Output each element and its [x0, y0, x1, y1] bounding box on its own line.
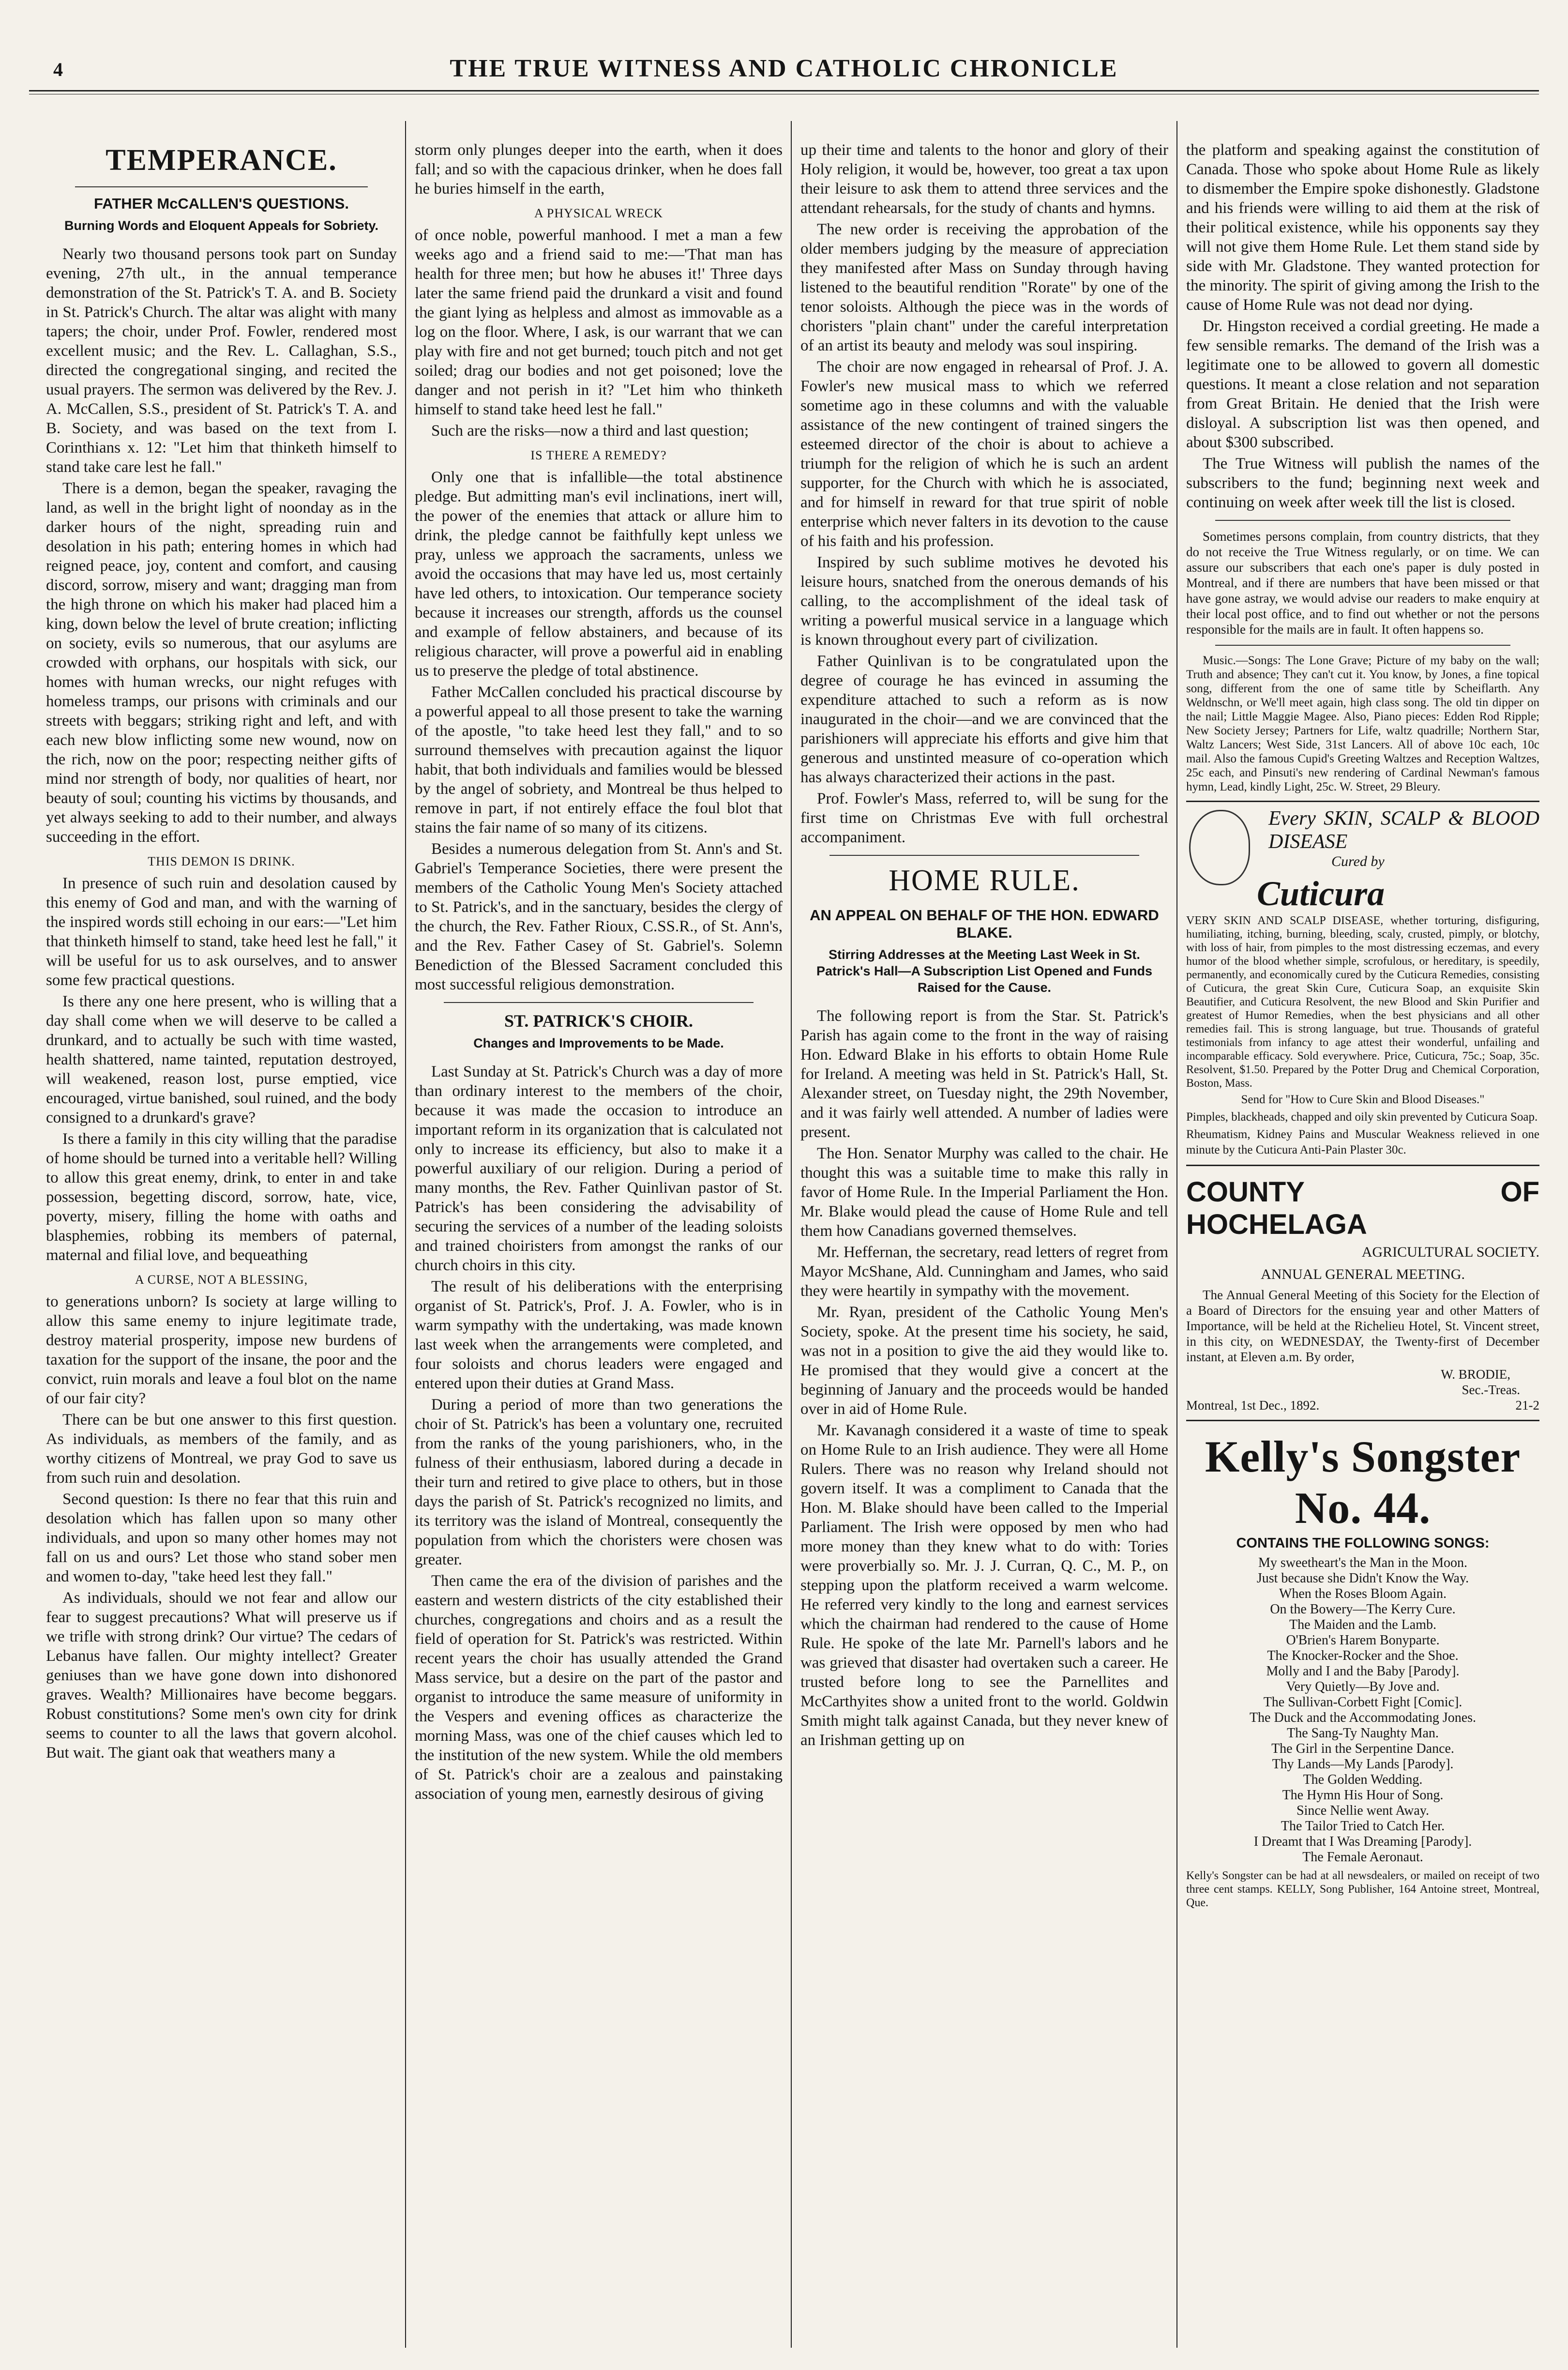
article-paragraph: The Hon. Senator Murphy was called to the chair. He thought this was a suitable time to make this rally in favor of Home Rule. In the Imperial Parliament the Hon. Mr. Blake would plead the cause of Home Rule and tell them how Canadians governed themselves.: [800, 1145, 1168, 1240]
song-title: I Dreamt that I Was Dreaming [Parody].: [1253, 1834, 1472, 1849]
article-paragraph: the platform and speaking against the constitution of Canada. Those who spoke about Home Rule as likely to dismember the Empire spoke dishonestly. Gladstone and his friends were willing to aid them at the risk of their political existence, while his opponents say they will not give them Home Rule. Let them stand side by side with Mr. Gladstone. They wanted protection for the minority. The spirit of giving among the Irish to the cause of Home Rule was not dead nor dying.: [1186, 141, 1539, 314]
song-list: [1186, 1555, 1539, 1865]
article-paragraph: Dr. Hingston received a cordial greeting. He made a few sensible remarks. The demand of the Irish was a legitimate one to be allowed to govern all domestic questions. It meant a close relation and not separation from Great Britain. He denied that the Irish were disloyal. A subscription list was then opened, and about $300 subscribed.: [1186, 318, 1539, 451]
article-paragraph: The new order is receiving the approbation of the older members judging by the measure of appreciation they manifested after Mass on Sunday through having listened to the beautiful rendition "Rorate" by one of the tenor soloists. Although the piece was in the words of choristers "plain chant" under the careful interpretation of an artist its beauty and melody was soul inspiring.: [800, 221, 1168, 354]
song-title: The Duck and the Accommodating Jones.: [1249, 1710, 1477, 1725]
hochelaga-society: AGRICULTURAL SOCIETY.: [1361, 1244, 1539, 1260]
choir-heading: ST. PATRICK'S CHOIR.: [504, 1011, 694, 1031]
divider: [1215, 520, 1510, 521]
song-title: The Golden Wedding.: [1303, 1772, 1423, 1787]
temperance-subheading: FATHER McCALLEN'S QUESTIONS.: [94, 195, 349, 212]
section-heading: A PHYSICAL WRECK: [534, 206, 663, 220]
article-paragraph: up their time and talents to the honor and glory of their Holy religion, it would be, however, too great a tax upon their leisure to ask them to attend three services and the attendant rehearsals, for the study of chants and hymns.: [800, 141, 1168, 217]
hochelaga-code: 21-2: [1515, 1398, 1539, 1413]
kelly-heading: Kelly's Songster No. 44.: [1205, 1432, 1521, 1533]
divider: [1215, 645, 1510, 646]
kelly-contains: CONTAINS THE FOLLOWING SONGS:: [1236, 1535, 1490, 1551]
song-title: The Maiden and the Lamb.: [1289, 1617, 1436, 1632]
home-rule-subheading: AN APPEAL ON BEHALF OF THE HON. EDWARD BLAKE.: [810, 907, 1159, 941]
cuticura-pimples: Pimples, blackheads, chapped and oily skin prevented by Cuticura Soap.: [1186, 1110, 1538, 1124]
article-paragraph: There is a demon, began the speaker, ravaging the land, as well in the bright light of noonday as in the darker hours of the night, spreading ruin and desolation in his path; entering homes in which had reigned peace, joy, content and comfort, and causing discord, sorrow, misery and want; dragging man from the high throne on which his maker had placed him a king, down below the level of brute creation; inflicting on society, evils so numerous, that our asylums are crowded with orphans, our hospitals with sick, our homes with human wrecks, our night refuges with homeless tramps, our prisons with criminals and our streets with beggars; striking right and left, and with each new blow inflicting some new wound, now on the rich, now on the poor; respecting neither gifts of mind nor strength of body, nor qualities of heart, nor beauty of soul; counting his victims by thousands, and yet always seeking to add to their number, and always succeeding in the effort.: [46, 480, 397, 846]
article-paragraph: Father Quinlivan is to be congratulated upon the degree of courage he has evinced in assuming the expenditure attached to such a reform as is now inaugurated in the choir—and we are convinced that the parishioners will appreciate his efforts and give him that generous and unstinted measure of co-operation which has always characterized their actions in the past.: [800, 653, 1168, 786]
song-title: The Knocker-Rocker and the Shoe.: [1267, 1648, 1459, 1663]
article-paragraph: Last Sunday at St. Patrick's Church was a day of more than ordinary interest to the members of the choir, because it was made the occasion to introduce an important reform in its organization that is calculated not only to increase its efficiency, but also to make it a powerful auxiliary of our religion. During a period of many months, the Rev. Father Quinlivan pastor of St. Patrick's has been considering the advisability of securing the services of a number of the leading soloists and trained choiristers from amongst the ranks of our church choirs in this city.: [415, 1063, 783, 1274]
masthead-rule: [29, 90, 1539, 91]
section-heading: A CURSE, NOT A BLESSING,: [135, 1273, 308, 1287]
cuticura-send-for: Send for "How to Cure Skin and Blood Diseases.": [1241, 1093, 1485, 1106]
article-paragraph: The following report is from the Star. St. Patrick's Parish has again come to the front in the way of raising Hon. Edward Blake in his efforts to obtain Home Rule for Ireland. A meeting was held in St. Patrick's Hall, St. Alexander street, on Tuesday night, the 29th November, and it was fairly well attended. A number of ladies were present.: [800, 1007, 1168, 1141]
cuticura-ad: [1186, 801, 1539, 1158]
song-title: Thy Lands—My Lands [Parody].: [1272, 1757, 1454, 1772]
column-divider: [405, 121, 406, 2348]
article-paragraph: to generations unborn? Is society at large willing to allow this same enemy to injure legitimate trade, destroy material prosperity, impose new burdens of taxation for the support of the insane, the poor and the convict, ruin morals and leave a foul blot on the name of our fair city?: [46, 1293, 397, 1407]
temperance-heading: TEMPERANCE.: [106, 144, 337, 177]
article-paragraph: Inspired by such sublime motives he devoted his leisure hours, snatched from the onerous demands of his calling, to the accomplishment of the ideal task of writing a powerful musical service in a language which is known throughout every part of civilization.: [800, 554, 1168, 649]
article-paragraph: The result of his deliberations with the enterprising organist of St. Patrick's, Prof. J. A. Fowler, who is in warm sympathy with the undertaking, was made known last week when the arrangements were completed, and four soloists and chorus leaders were engaged and entered upon their duties at Grand Mass.: [415, 1278, 783, 1392]
notice-paragraph: Sometimes persons complain, from country districts, that they do not receive the True Witness regularly, or on time. We can assure our subscribers that each one's paper is duly posted in Montreal, and if there are numbers that have been missed or that have gone astray, we would advise our readers to make enquiry at their local post office, and to find out whether or not the persons responsible for the mails are in fault. It often happens so.: [1186, 529, 1539, 637]
song-title: Since Nellie went Away.: [1297, 1803, 1429, 1818]
article-paragraph: Is there a family in this city willing that the paradise of home should be turned into a veritable hell? Willing to allow this great enemy, drink, to enter in and take possession, begetting discord, sorrow, hate, vice, poverty, misery, filling the home with oaths and blasphemies, robbing its members of paternal, maternal and filial love, and bequeathing: [46, 1130, 397, 1264]
cuticura-brand: Cuticura: [1257, 874, 1385, 913]
song-title: Very Quietly—By Jove and.: [1286, 1679, 1440, 1694]
song-title: Molly and I and the Baby [Parody].: [1266, 1664, 1460, 1679]
kelly-songster-ad: [1186, 1420, 1539, 1910]
article-paragraph: Mr. Kavanagh considered it a waste of time to speak on Home Rule to an Irish audience. They were all Home Rulers. There was no reason why Ireland should not govern itself. It was a compliment to Canada that the Hon. M. Blake should have been called to the Imperial Parliament. The Irish were opposed by men who had more money than they knew what to do with: Tories were proverbially so. Mr. J. J. Curran, Q. C., M. P., on stepping upon the platform received a warm welcome. He referred very kindly to the long and earnest services which the chairman had rendered to the cause of Home Rule. He spoke of the late Mr. Parnell's labors and he was grieved that disaster had overtaken such a career. He trusted before long to see the Parnellites and McCarthyites show a united front to the world. Goldwin Smith might talk against Canada, but they never knew of an Irishman getting up on: [800, 1422, 1168, 1749]
article-paragraph: Is there any one here present, who is willing that a day shall come when we will deserve to be called a drunkard, and to actually be such with time wasted, health shattered, name tainted, reputation destroyed, will weakened, reason lost, purse emptied, vice encouraged, virtue banished, soul ruined, and the body consigned to a drunkard's grave?: [46, 993, 397, 1126]
column-3: [800, 140, 1168, 2348]
column-2: [415, 140, 783, 2348]
article-paragraph: In presence of such ruin and desolation caused by this enemy of God and man, and with the warning of the inspired words still echoing in our ears:—"Let him that thinketh himself to stand, take heed lest he fall," it will be useful for us to ask ourselves, and to answer some few practical questions.: [46, 875, 397, 989]
article-paragraph: During a period of more than two generations the choir of St. Patrick's has been a voluntary one, recruited from the ranks of the young parishioners, who, in the fulness of their enthusiasm, labored during a decade in their turn and retired to give place to others, but in those days the parish of St. Patrick's recognized no limits, and its territory was the island of Montreal, consequently the population from which the choristers were chosen was greater.: [415, 1396, 783, 1568]
column-4: [1186, 140, 1539, 2348]
article-paragraph: The True Witness will publish the names of the subscribers to the fund; beginning next week and continuing on week after week till the list is closed.: [1186, 455, 1539, 511]
article-paragraph: storm only plunges deeper into the earth, when it does fall; and so with the capacious drinker, when he does fall he buries himself in the earth,: [415, 141, 783, 198]
article-paragraph: Besides a numerous delegation from St. Ann's and St. Gabriel's Temperance Societies, there were present the members of the Catholic Young Men's Society attached to St. Patrick's, and in the sanctuary, besides the clergy of the church, the Rev. Father Rioux, C.SS.R., of St. Ann's, and the Rev. Father Casey of St. Gabriel's. Solemn Benediction of the Blessed Sacrament concluded this most successful religious demonstration.: [415, 840, 783, 993]
divider: [829, 855, 1139, 856]
divider: [75, 186, 368, 187]
page-number: 4: [53, 59, 63, 80]
article-paragraph: Only one that is infallible—the total abstinence pledge. But admitting man's evil inclinations, inert will, the power of the enemies that attack or allure him to drink, the pledge cannot be faithfully kept unless we pray, unless we approach the sacraments, unless we avoid the occasions that may have led us, most certainly have led others, to intoxication. Our temperance society because it increases our strength, affords us the counsel and example of fellow abstainers, and because of its religious character, will prove a powerful aid in enabling us to preserve the pledge of total abstinence.: [415, 469, 783, 680]
column-divider: [1176, 121, 1177, 2348]
song-title: The Tailor Tried to Catch Her.: [1281, 1819, 1445, 1834]
choir-deck: Changes and Improvements to be Made.: [473, 1036, 724, 1050]
hochelaga-signer: W. BRODIE,: [1441, 1367, 1510, 1382]
hochelaga-meeting: ANNUAL GENERAL MEETING.: [1261, 1266, 1465, 1282]
article-paragraph: Father McCallen concluded his practical discourse by a powerful appeal to all those present to take the warning of the apostle, "to take heed lest they fall," and to so surround themselves with precaution against the liquor habit, that both individuals and families would be blessed by the angel of sobriety, and Montreal be thus helped to remove in part, if not entirely efface the foul blot that stains the fair name of so many of its citizens.: [415, 684, 783, 836]
hochelaga-dateline: Montreal, 1st Dec., 1892.: [1186, 1398, 1320, 1413]
song-title: The Female Aeronaut.: [1302, 1850, 1423, 1865]
article-paragraph: As individuals, should we not fear and allow our fear to suggest precautions? What will preserve us if we trifle with strong drink? Our virtue? The cedars of Lebanus have fallen. Our mighty intellect? Greater geniuses than we have gone down into dishonored graves. Wealth? Millionaires have become beggars. Robust constitutions? Some men's own city for drink seems to counter to all the laws that govern alcohol. But wait. The giant oak that weathers many a: [46, 1589, 397, 1762]
section-heading: THIS DEMON IS DRINK.: [148, 854, 295, 868]
song-title: My sweetheart's the Man in the Moon.: [1258, 1555, 1467, 1570]
hochelaga-body: The Annual General Meeting of this Society for the Election of a Board of Directors for the ensuing year and other Matters of Importance, will be held at the Richelieu Hotel, St. Vincent street, in this city, on WEDNESDAY, the Twenty-first of December instant, at Eleven a.m. By order,: [1186, 1288, 1539, 1364]
article-paragraph: of once noble, powerful manhood. I met a man a few weeks ago and a friend said to me:—'That man has health for three men; but how he abuses it!' Three days later the same friend paid the drunkard a visit and found the giant lying as helpless and almost as immovable as a log on the floor. Where, I ask, is our warrant that we can play with fire and not get burned; touch pitch and not get soiled; drag our bodies and not get poisoned; love the danger and not perish in it? "Let him who thinketh himself to stand take heed lest he fall.": [415, 227, 783, 418]
article-paragraph: Prof. Fowler's Mass, referred to, will be sung for the first time on Christmas Eve with full orchestral accompaniment.: [800, 790, 1168, 846]
article-paragraph: Nearly two thousand persons took part on Sunday evening, 27th ult., in the annual temperance demonstration of the St. Patrick's T. A. and B. Society in St. Patrick's Church. The altar was alight with many tapers; the choir, under Prof. Fowler, rendered most excellent music; and the Rev. L. Callaghan, S.S., directed the congregational singing, and recited the usual prayers. The sermon was delivered by the Rev. J. A. McCallen, S.S., president of St. Patrick's T. A. and B. Society, and was based on the text from I. Corinthians x. 12: "Let him that thinketh himself to stand take care lest he fall.": [46, 245, 397, 476]
temperance-deck: Burning Words and Eloquent Appeals for Sobriety.: [64, 218, 379, 233]
divider: [444, 1002, 754, 1003]
article-paragraph: The choir are now engaged in rehearsal of Prof. J. A. Fowler's new musical mass to which we referred sometime ago in these columns and with the valuable assistance of the new contingent of trained singers the esteemed director of the choir is about to achieve a triumph for the religion of which he is such an ardent supporter, for the Church with which he is associated, and for himself in reward for that true spirit of noble enterprise which never falters in its devotion to the cause of his faith and his profession.: [800, 358, 1168, 550]
song-title: On the Bowery—The Kerry Cure.: [1270, 1602, 1456, 1617]
hochelaga-role: Sec.-Treas.: [1462, 1382, 1520, 1397]
article-paragraph: Second question: Is there no fear that this ruin and desolation which has fallen upon so many other individuals, and upon so many other homes may not fall on us and ours? Let those who stand sober men and women to-day, "take heed lest they fall.": [46, 1490, 397, 1585]
cuticura-body: VERY SKIN AND SCALP DISEASE, whether torturing, disfiguring, humiliating, itching, burning, bleeding, scaly, crusted, pimply, or blotchy, with loss of hair, from pimples to the most distressing eczemas, and every humor of the blood whether simple, scrofulous, or hereditary, is speedily, permanently, and economically cured by the Cuticura Remedies, consisting of Cuticura, the great Skin Cure, Cuticura Soap, an exquisite Skin Beautifier, and Cuticura Resolvent, the new Blood and Skin Purifier and greatest of Humor Remedies, when the best physicians and all other remedies fail. This is strong language, but true. Thousands of grateful testimonials from infancy to age attest their wonderful, unfailing and incomparable efficacy. Sold everywhere. Price, Cuticura, 75c.; Soap, 35c. Resolvent, $1.50. Prepared by the Potter Drug and Chemical Corporation, Boston, Mass.: [1186, 914, 1539, 1090]
hochelaga-heading: COUNTY OF HOCHELAGA: [1186, 1176, 1539, 1240]
article-paragraph: There can be but one answer to this first question. As individuals, as members of the family, and as worthy citizens of Montreal, we pray God to save us from such ruin and desolation.: [46, 1411, 397, 1487]
song-title: The Hymn His Hour of Song.: [1282, 1788, 1444, 1803]
article-paragraph: Such are the risks—now a third and last question;: [431, 422, 749, 440]
song-title: When the Roses Bloom Again.: [1279, 1586, 1447, 1601]
article-paragraph: Mr. Ryan, president of the Catholic Young Men's Society, spoke. At the present time his society, he said, was not in a position to give the aid they would like to. He promised that they would give a concert at the beginning of January and the proceeds would be handed over in aid of Home Rule.: [800, 1304, 1168, 1418]
song-title: The Sang-Ty Naughty Man.: [1287, 1726, 1439, 1741]
face-illustration-icon: [1189, 810, 1250, 885]
article-paragraph: Then came the era of the division of parishes and the eastern and western districts of the city established their churches, congregations and choirs and as a result the field of operation for St. Patrick's was restricted. Within recent years the choir has usually attended the Grand Mass service, but a desire on the part of the pastor and organist to introduce the same measure of uniformity in the Vespers and evening offices as characterize the morning Mass, was one of the chief causes which led to the institution of the new system. While the old members of St. Patrick's choir are a zealous and painstaking association of young men, earnestly desirous of giving: [415, 1572, 783, 1803]
cuticura-rheumatism: Rheumatism, Kidney Pains and Muscular Weakness relieved in one minute by the Cuticura Anti-Pain Plaster 30c.: [1186, 1128, 1539, 1156]
article-paragraph: Mr. Heffernan, the secretary, read letters of regret from Mayor McShane, Ald. Cunningham and James, who said they were heartily in sympathy with the movement.: [800, 1244, 1168, 1300]
home-rule-deck: Stirring Addresses at the Meeting Last Week in St. Patrick's Hall—A Subscription List Opened and Funds Raised for the Cause.: [816, 947, 1153, 995]
kelly-footer: Kelly's Songster can be had at all newsdealers, or mailed on receipt of two three cent stamps. KELLY, Song Publisher, 164 Antoine street, Montreal, Que.: [1186, 1869, 1539, 1909]
cuticura-banner: Every SKIN, SCALP & BLOOD DISEASE: [1268, 807, 1539, 853]
song-title: The Sullivan-Corbett Fight [Comic].: [1263, 1695, 1462, 1710]
section-heading: IS THERE A REMEDY?: [530, 448, 667, 462]
column-divider: [791, 121, 792, 2348]
newspaper-masthead: THE TRUE WITNESS AND CATHOLIC CHRONICLE: [450, 55, 1118, 82]
song-title: O'Brien's Harem Bonyparte.: [1286, 1633, 1440, 1648]
hochelaga-dateline-row: [1186, 1398, 1539, 1413]
hochelaga-notice: [1186, 1165, 1539, 1413]
home-rule-heading: HOME RULE.: [889, 864, 1080, 897]
column-1: [46, 140, 397, 2348]
music-ad: Music.—Songs: The Lone Grave; Picture of my baby on the wall; Truth and absence; They can't cut it. You know, by Jones, a fine topical song, different from the one of same title by Scheiflarth. Any Weldnschn, or We'll meet again, high class song. The old tin dipper on the nail; Little Maggie Magee. Also, Piano pieces: Edden Rod Ripple; New Society Jersey; Partners for Life, waltz quadrille; Northern Star, Waltz Lancers; West Side, 31st Lancers. All of above 10c each, 10c mail. Also the famous Cupid's Greeting Waltzes and Reception Waltzes, 25c each, and Pinsuti's new rendering of Cardinal Newman's famous hymn, Lead, kindly Light, 25c. W. Street, 29 Bleury.: [1186, 654, 1539, 793]
song-title: The Girl in the Serpentine Dance.: [1271, 1741, 1454, 1756]
cuticura-cured-by: Cured by: [1331, 853, 1385, 869]
song-title: Just because she Didn't Know the Way.: [1256, 1571, 1469, 1586]
